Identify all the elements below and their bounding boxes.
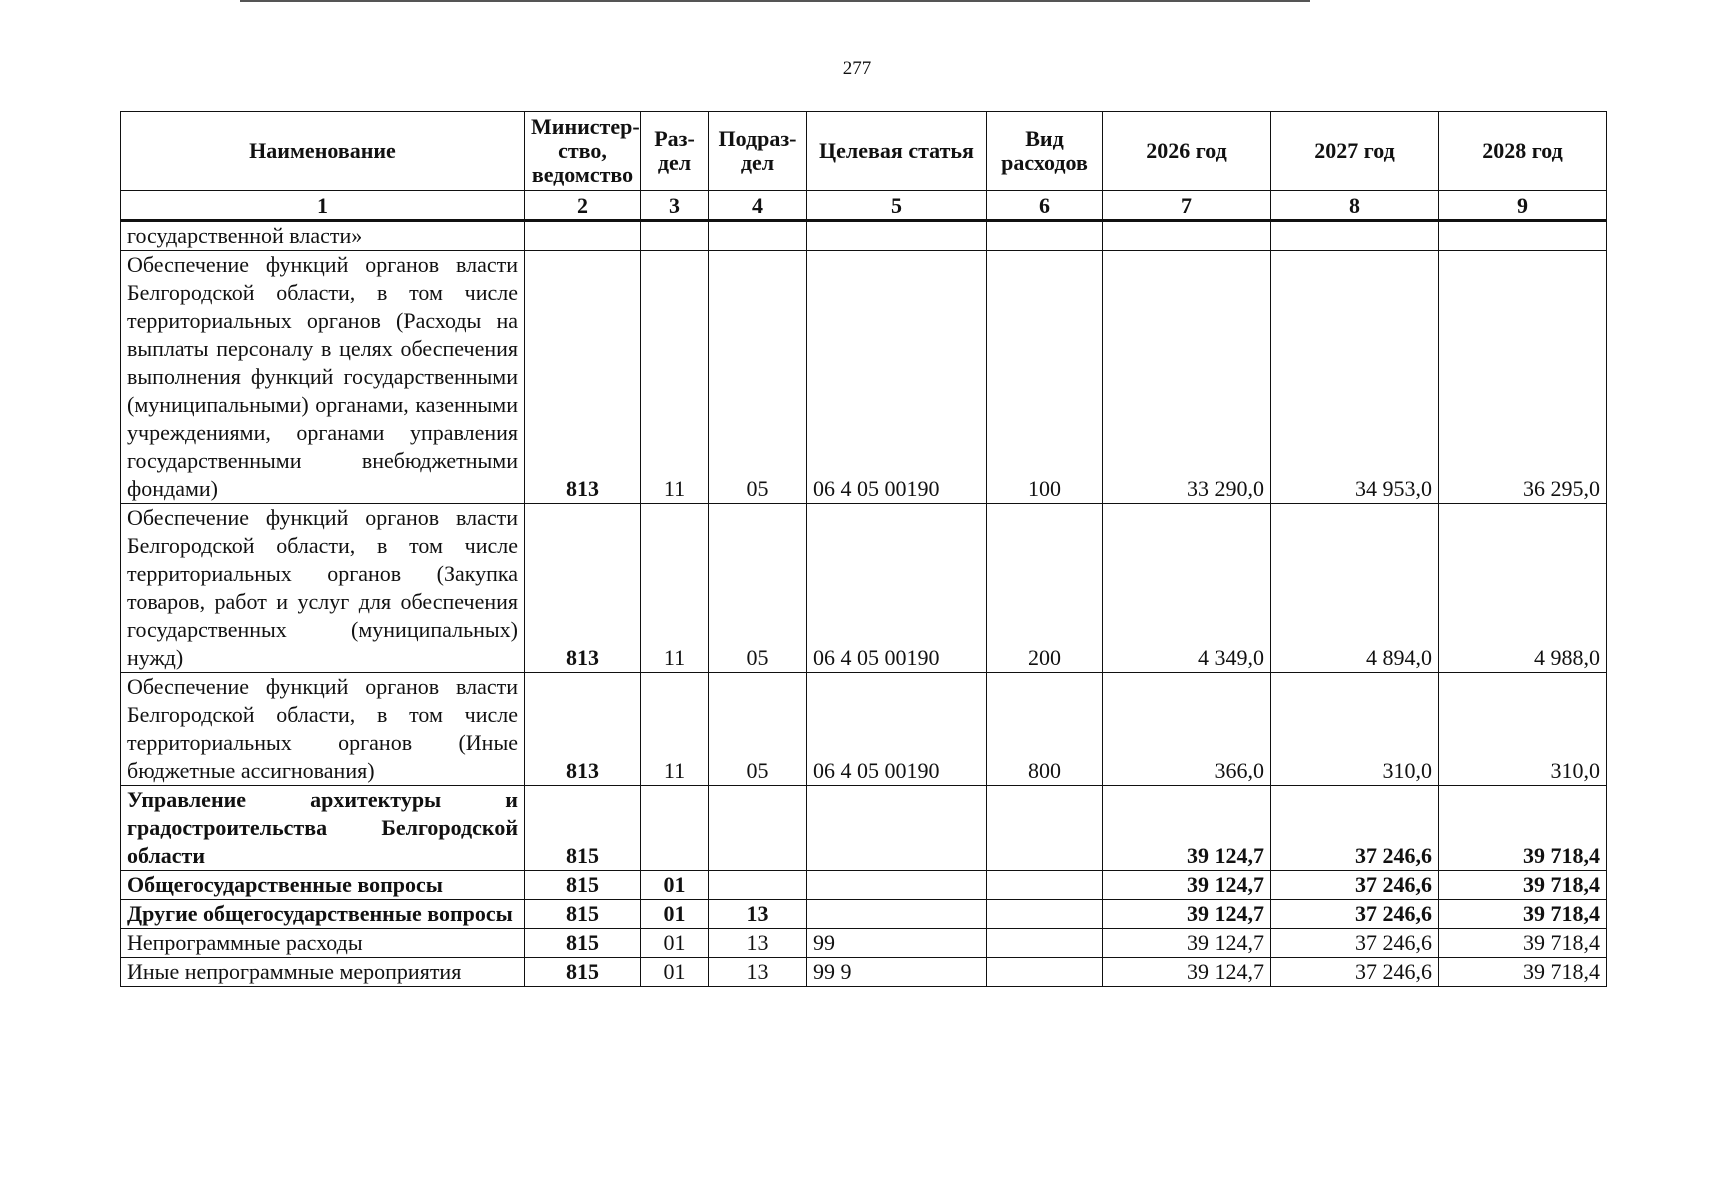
row-ministry: 813 (525, 673, 641, 786)
row-type (987, 929, 1103, 958)
row-ministry: 815 (525, 929, 641, 958)
col-header-section: Раз-дел (641, 112, 709, 191)
row-type (987, 900, 1103, 929)
row-2028: 310,0 (1439, 673, 1607, 786)
row-2026: 366,0 (1103, 673, 1271, 786)
row-name: Обеспечение функций органов власти Белгородской области, в том числе территориальных органов (Закупка товаров, работ и услуг для обеспечения государственных (муниципальных) нужд) (121, 504, 525, 673)
row-section (641, 221, 709, 251)
row-section: 01 (641, 871, 709, 900)
row-target (807, 221, 987, 251)
col-number: 8 (1271, 191, 1439, 221)
col-number: 3 (641, 191, 709, 221)
row-section: 01 (641, 929, 709, 958)
row-2026: 39 124,7 (1103, 958, 1271, 987)
row-ministry: 813 (525, 251, 641, 504)
header-row (121, 112, 1607, 191)
row-2027: 37 246,6 (1271, 929, 1439, 958)
row-subsection (709, 221, 807, 251)
row-section: 11 (641, 673, 709, 786)
col-header-2027: 2027 год (1271, 112, 1439, 191)
row-2027: 310,0 (1271, 673, 1439, 786)
row-target: 06 4 05 00190 (807, 251, 987, 504)
row-type: 800 (987, 673, 1103, 786)
col-number: 5 (807, 191, 987, 221)
table-row (121, 221, 1607, 251)
col-number: 2 (525, 191, 641, 221)
row-ministry: 815 (525, 900, 641, 929)
row-name: Другие общегосударственные вопросы (121, 900, 525, 929)
row-section: 11 (641, 251, 709, 504)
row-target (807, 900, 987, 929)
row-name: Обеспечение функций органов власти Белгородской области, в том числе территориальных органов (Иные бюджетные ассигнования) (121, 673, 525, 786)
table-row (121, 251, 1607, 504)
column-number-row (121, 191, 1607, 221)
row-2028: 39 718,4 (1439, 929, 1607, 958)
row-name: Управление архитектуры и градостроительства Белгородской области (121, 786, 525, 871)
row-subsection: 13 (709, 900, 807, 929)
row-target: 99 (807, 929, 987, 958)
row-2027: 37 246,6 (1271, 958, 1439, 987)
row-2028 (1439, 221, 1607, 251)
row-2027: 34 953,0 (1271, 251, 1439, 504)
col-number: 9 (1439, 191, 1607, 221)
table-row (121, 958, 1607, 987)
col-header-target: Целевая статья (807, 112, 987, 191)
col-header-ministry: Министер-ство, ведомство (525, 112, 641, 191)
row-type (987, 786, 1103, 871)
col-header-name: Наименование (121, 112, 525, 191)
row-2026: 39 124,7 (1103, 900, 1271, 929)
row-name: Непрограммные расходы (121, 929, 525, 958)
col-number: 1 (121, 191, 525, 221)
row-ministry: 815 (525, 958, 641, 987)
row-2028: 39 718,4 (1439, 900, 1607, 929)
row-name: Иные непрограммные мероприятия (121, 958, 525, 987)
row-ministry: 815 (525, 786, 641, 871)
row-type (987, 958, 1103, 987)
col-number: 6 (987, 191, 1103, 221)
row-2026: 39 124,7 (1103, 871, 1271, 900)
row-subsection: 05 (709, 504, 807, 673)
row-2028: 39 718,4 (1439, 786, 1607, 871)
row-2027 (1271, 221, 1439, 251)
table-row (121, 871, 1607, 900)
row-target (807, 871, 987, 900)
row-2028: 36 295,0 (1439, 251, 1607, 504)
row-2027: 37 246,6 (1271, 786, 1439, 871)
row-target (807, 786, 987, 871)
row-type (987, 221, 1103, 251)
row-2027: 37 246,6 (1271, 900, 1439, 929)
row-section: 01 (641, 900, 709, 929)
row-section: 01 (641, 958, 709, 987)
row-name: Общегосударственные вопросы (121, 871, 525, 900)
table-row (121, 929, 1607, 958)
row-ministry: 815 (525, 871, 641, 900)
budget-table (120, 111, 1607, 987)
col-header-type: Вид расходов (987, 112, 1103, 191)
col-header-2026: 2026 год (1103, 112, 1271, 191)
row-subsection: 13 (709, 929, 807, 958)
row-subsection: 05 (709, 251, 807, 504)
row-2028: 39 718,4 (1439, 871, 1607, 900)
table-row (121, 786, 1607, 871)
page-number: 277 (842, 58, 872, 79)
col-number: 4 (709, 191, 807, 221)
row-2027: 4 894,0 (1271, 504, 1439, 673)
row-2026: 33 290,0 (1103, 251, 1271, 504)
table-row (121, 900, 1607, 929)
row-section: 11 (641, 504, 709, 673)
row-ministry (525, 221, 641, 251)
row-subsection: 13 (709, 958, 807, 987)
col-number: 7 (1103, 191, 1271, 221)
row-name: государственной власти» (121, 221, 525, 251)
row-name: Обеспечение функций органов власти Белгородской области, в том числе территориальных органов (Расходы на выплаты персоналу в целях обеспечения выполнения функций государственными (муниципальными) органами, казенными учреждениями, органами управления государственными внебюджетными фондами) (121, 251, 525, 504)
row-type (987, 871, 1103, 900)
col-header-2028: 2028 год (1439, 112, 1607, 191)
row-2026: 39 124,7 (1103, 929, 1271, 958)
row-2028: 39 718,4 (1439, 958, 1607, 987)
table-row (121, 673, 1607, 786)
row-target: 99 9 (807, 958, 987, 987)
row-subsection (709, 871, 807, 900)
row-type: 200 (987, 504, 1103, 673)
row-2028: 4 988,0 (1439, 504, 1607, 673)
row-2026: 39 124,7 (1103, 786, 1271, 871)
top-rule (240, 0, 1310, 2)
row-type: 100 (987, 251, 1103, 504)
row-section (641, 786, 709, 871)
row-2027: 37 246,6 (1271, 871, 1439, 900)
row-target: 06 4 05 00190 (807, 504, 987, 673)
row-2026 (1103, 221, 1271, 251)
row-subsection (709, 786, 807, 871)
table-row (121, 504, 1607, 673)
col-header-subsection: Подраз-дел (709, 112, 807, 191)
row-ministry: 813 (525, 504, 641, 673)
row-2026: 4 349,0 (1103, 504, 1271, 673)
row-subsection: 05 (709, 673, 807, 786)
row-target: 06 4 05 00190 (807, 673, 987, 786)
